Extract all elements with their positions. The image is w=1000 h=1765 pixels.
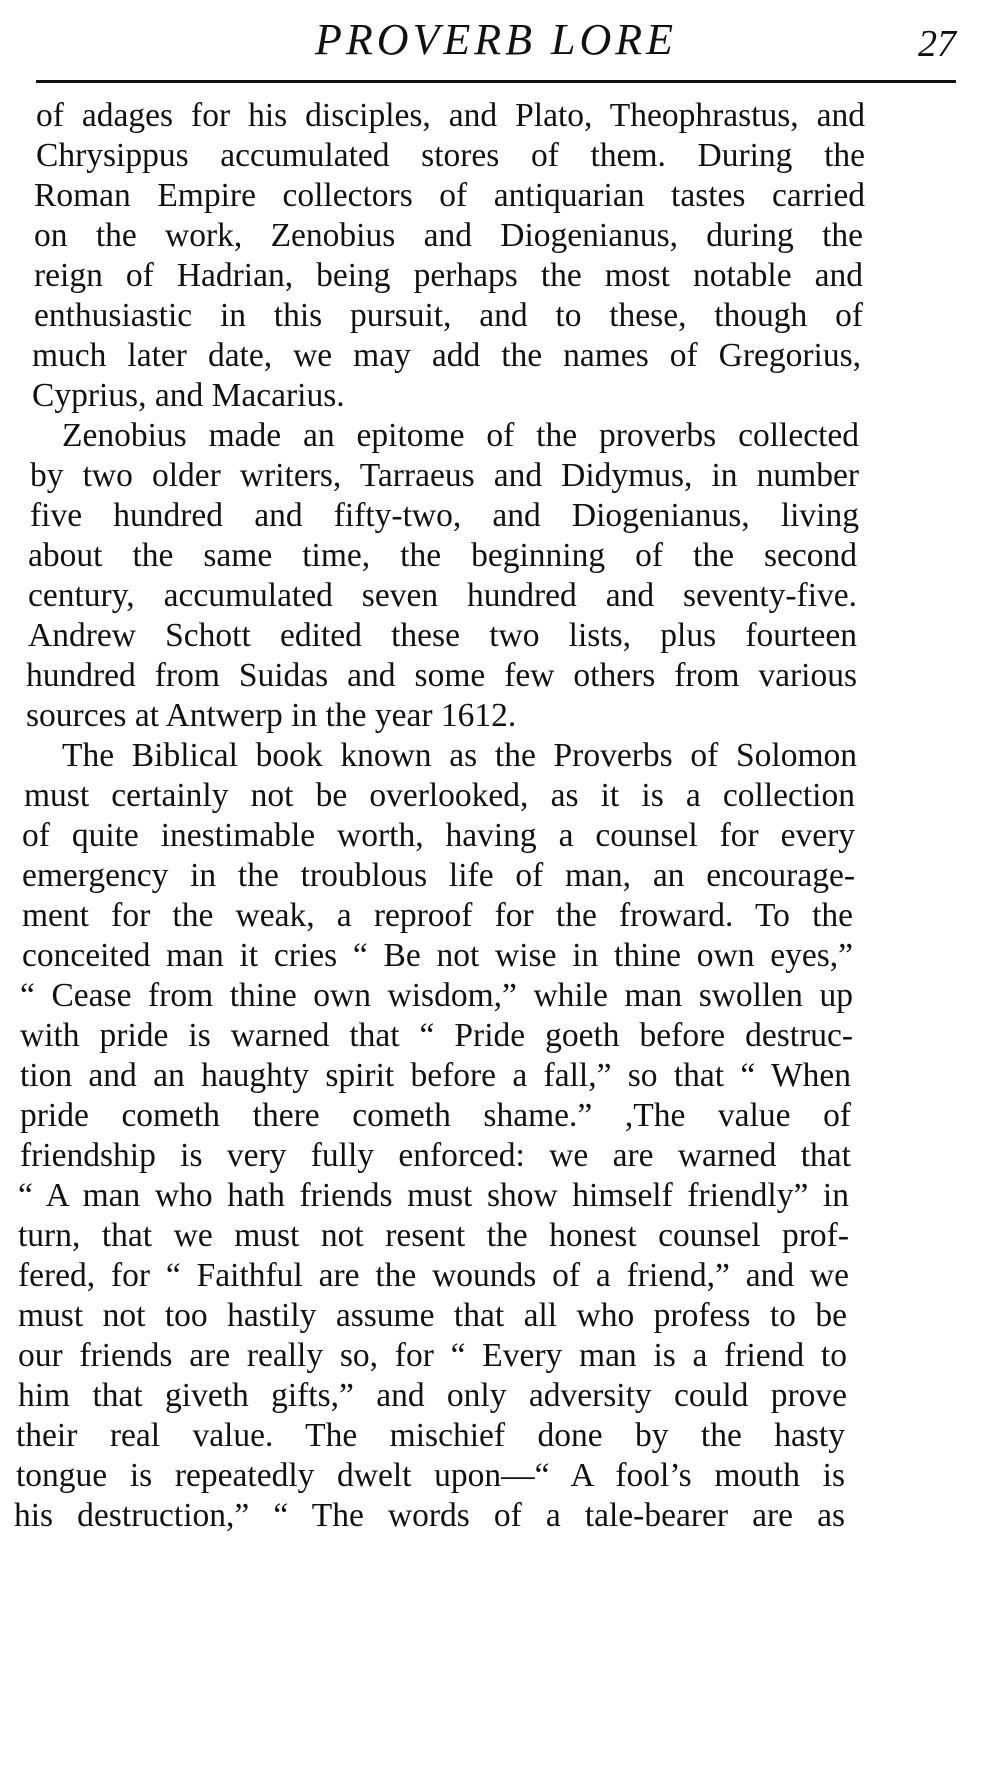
text-line: tion and an haughty spirit before a fall,” so that “ When [20,1057,851,1094]
text-line: pride cometh there cometh shame.” ,The value of [20,1097,851,1134]
text-line: much later date, we may add the names of Gregorius, [32,337,861,374]
text-line: fered, for “ Faithful are the wounds of a friend,” and we [18,1257,849,1294]
text-line: Chrysippus accumulated stores of them. During the [36,137,865,174]
text-line: must not too hastily assume that all who profess to be [18,1297,847,1334]
text-line: century, accumulated seven hundred and seventy-five. [28,577,857,614]
text-line: five hundred and fifty-two, and Diogenianus, living [30,497,859,534]
text-line: Roman Empire collectors of antiquarian tastes carried [34,177,865,214]
text-line: of quite inestimable worth, having a counsel for every [22,817,855,854]
text-line: on the work, Zenobius and Diogenianus, during the [34,217,863,254]
text-line: with pride is warned that “ Pride goeth before destruc- [20,1017,853,1054]
page-number: 27 [918,23,956,65]
text-line: emergency in the troublous life of man, an encourage- [22,857,855,894]
text-line: Andrew Schott edited these two lists, plus fourteen [28,617,857,654]
header-rule [36,80,956,83]
text-line: by two older writers, Tarraeus and Didymus, in number [30,457,859,494]
text-line: about the same time, the beginning of the second [28,537,857,574]
text-line: “ Cease from thine own wisdom,” while man swollen up [20,977,853,1014]
text-line: him that giveth gifts,” and only adversity could prove [18,1377,847,1414]
text-line: our friends are really so, for “ Every man is a friend to [18,1337,847,1374]
text-line: hundred from Suidas and some few others from various [26,657,857,694]
text-line: his destruction,” “ The words of a tale-bearer are as [14,1497,845,1534]
text-line: conceited man it cries “ Be not wise in thine own eyes,” [22,937,853,974]
text-line: Zenobius made an epitome of the proverbs collected [62,417,859,454]
text-line: ment for the weak, a reproof for the froward. To the [22,897,853,934]
text-line: The Biblical book known as the Proverbs of Solomon [62,737,857,774]
text-line: tongue is repeatedly dwelt upon—“ A fool’s mouth is [16,1457,845,1494]
running-head [36,12,956,74]
running-title: PROVERB LORE [314,15,678,64]
text-line: of adages for his disciples, and Plato, Theophrastus, and [36,97,865,134]
text-line: “ A man who hath friends must show himself friendly” in [18,1177,849,1214]
text-line: enthusiastic in this pursuit, and to these, though of [34,297,863,334]
text-line: sources at Antwerp in the year 1612. [26,697,517,734]
text-line: Cyprius, and Macarius. [32,377,345,414]
text-line: friendship is very fully enforced: we are warned that [20,1137,851,1174]
text-line: reign of Hadrian, being perhaps the most notable and [34,257,863,294]
text-line: their real value. The mischief done by the hasty [16,1417,845,1454]
text-line: turn, that we must not resent the honest counsel prof- [18,1217,849,1254]
text-line: must certainly not be overlooked, as it is a collection [24,777,855,814]
